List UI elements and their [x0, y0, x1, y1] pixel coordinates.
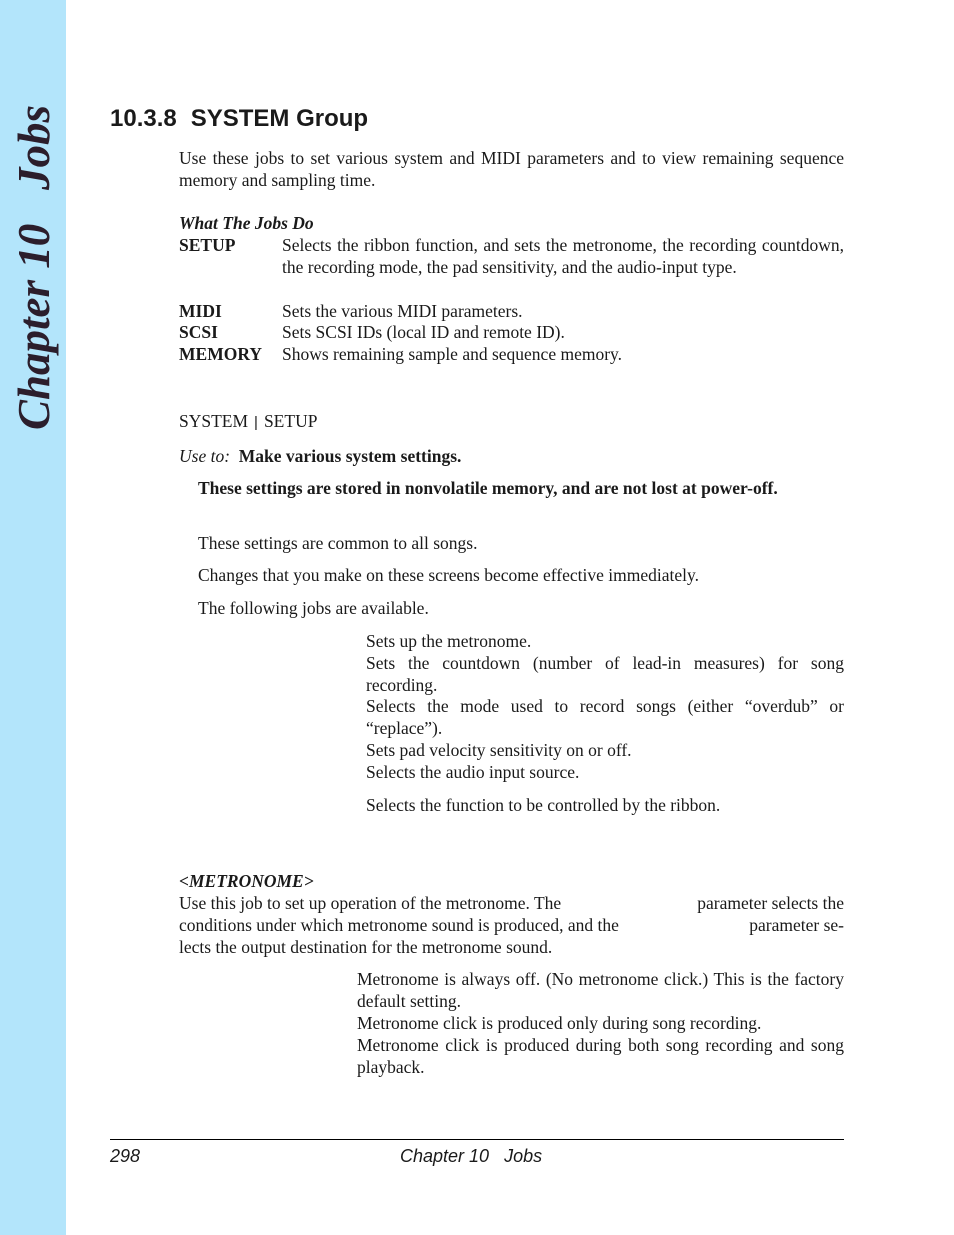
section-number: 10.3.8 [110, 105, 177, 132]
job-countdown-desc: Sets the countdown (number of lead-in measures) for song recording. [366, 653, 844, 695]
chapter-side-band [0, 0, 66, 1235]
footer-chapter: Chapter 10 [400, 1146, 490, 1166]
footer-title: Jobs [504, 1146, 543, 1166]
metronome-line3: lects the output destination for the metronome sound. [179, 937, 553, 957]
side-chapter-label: Chapter 10 [9, 223, 59, 430]
nonvolatile-note: These settings are stored in nonvolatile memory, and are not lost at power-off. [198, 478, 778, 498]
side-jobs-label: Jobs [9, 104, 59, 190]
metronome-line1a: Use this job to set up operation of the metronome. The [179, 893, 562, 913]
desc-scsi: Sets SCSI IDs (local ID and remote ID). [282, 322, 565, 342]
desc-setup: Selects the ribbon function, and sets the metronome, the recording countdown, the recording mode, the pad sensitivity, and the audio-input type. [282, 235, 844, 277]
job-metronome-desc: Sets up the metronome. [366, 631, 532, 651]
job-pad-desc: Sets pad velocity sensitivity on or off. [366, 740, 632, 760]
breadcrumb-separator: | [254, 414, 258, 431]
use-to-text: Make various system settings. [238, 446, 462, 466]
metronome-line1b: parameter selects the [697, 893, 844, 913]
term-scsi: SCSI [179, 322, 218, 342]
section-heading [110, 104, 368, 134]
metronome-option-recplay: Metronome click is produced during both song recording and song playback. [357, 1035, 844, 1077]
note-common: These settings are common to all songs. [198, 533, 478, 553]
metronome-line2b: parameter se- [749, 915, 844, 935]
what-jobs-heading: What The Jobs Do [179, 213, 314, 233]
section-title: SYSTEM Group [190, 105, 369, 132]
breadcrumb-child: SETUP [263, 411, 318, 431]
chapter-side-title [4, 104, 64, 430]
metronome-option-off: Metronome is always off. (No metronome click.) This is the factory default setting. [357, 969, 844, 1011]
breadcrumb-parent: SYSTEM [179, 411, 249, 431]
note-available: The following jobs are available. [198, 598, 429, 618]
metronome-line2a: conditions under which metronome sound is produced, and the [179, 915, 619, 935]
job-recmode-desc: Selects the mode used to record songs (either “overdub” or “replace”). [366, 696, 844, 738]
job-ribbon-desc: Selects the function to be controlled by the ribbon. [366, 795, 721, 815]
breadcrumb [179, 410, 317, 434]
note-effective: Changes that you make on these screens become effective immediately. [198, 565, 699, 585]
job-audio-desc: Selects the audio input source. [366, 762, 580, 782]
desc-midi: Sets the various MIDI parameters. [282, 301, 523, 321]
desc-memory: Shows remaining sample and sequence memory. [282, 344, 623, 364]
term-memory: MEMORY [179, 344, 262, 364]
intro-paragraph: Use these jobs to set various system and MIDI parameters and to view remaining sequence memory and sampling time. [179, 148, 844, 190]
footer-page-number: 298 [110, 1146, 141, 1166]
metronome-heading: <METRONOME> [179, 871, 314, 891]
metronome-option-rec: Metronome click is produced only during song recording. [357, 1013, 762, 1033]
footer-rule [110, 1139, 844, 1140]
use-to-line [179, 445, 461, 467]
footer-chapter-title [400, 1144, 542, 1168]
term-setup: SETUP [179, 235, 236, 255]
use-to-label: Use to: [179, 446, 231, 466]
term-midi: MIDI [179, 301, 222, 321]
